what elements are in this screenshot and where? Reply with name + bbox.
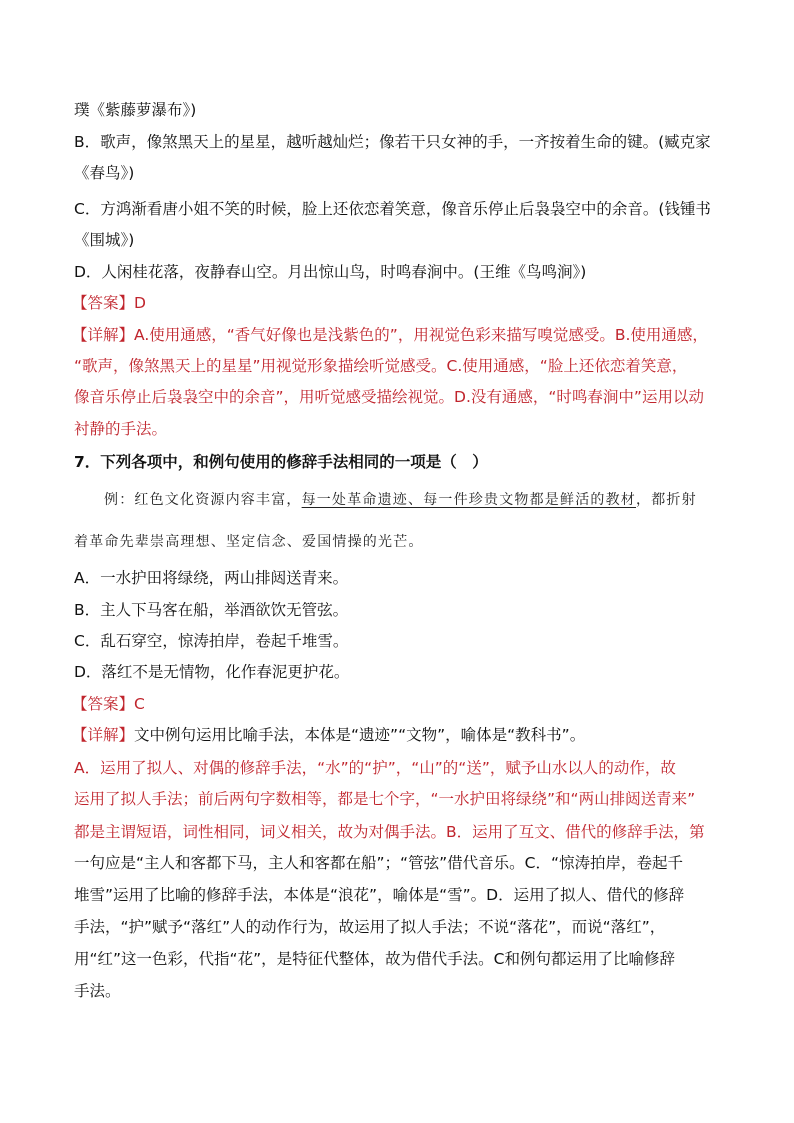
q6-detail-line3: 像音乐停止后袅袅空中的余音”，用听觉感受描绘视觉。D.没有通感，“时鸣春涧中”运用以动: [74, 388, 704, 406]
q7-option-a: A．一水护田将绿绕，两山排闼送青来。: [74, 569, 349, 587]
q7-detail-line4: 一句应是“主人和客都下马，主人和客都在船”；“管弦”借代音乐。C．“惊涛拍岸，卷起千: [74, 854, 683, 872]
q7-detail-line5: 堆雪”运用了比喻的修辞手法，本体是“浪花”，喻体是“雪”。D．运用了拟人、借代的修辞: [74, 886, 685, 904]
q7-example-line2: 着革命先辈崇高理想、坚定信念、爱国情操的光芒。: [74, 534, 424, 550]
q6-option-b-line2: 《春鸟》): [74, 164, 135, 182]
q7-detail-line0: [72, 725, 732, 745]
q6-detail-line1: [72, 325, 732, 345]
q7-detail-line1: A．运用了拟人、对偶的修辞手法，“水”的“护”，“山”的“送”，赋予山水以人的动作，故: [74, 759, 676, 777]
q6-detail-line4: 衬静的手法。: [74, 420, 168, 438]
detail-tag: 【详解】: [72, 726, 135, 744]
detail-text: 文中例句运用比喻手法，本体是“遗迹”“文物”，喻体是“教科书”。: [134, 726, 586, 744]
q6-option-c-line2: 《围城》): [74, 231, 135, 249]
q6-option-b-line1: B．歌声，像煞黑天上的星星，越听越灿烂；像若干只女神的手，一齐按着生命的键。(臧克家: [74, 133, 711, 151]
q6-answer: [72, 293, 732, 313]
q6-option-d: D．人闲桂花落，夜静春山空。月出惊山鸟，时鸣春涧中。(王维《鸟鸣涧》): [74, 263, 587, 281]
answer-tag: 【答案】: [72, 294, 135, 312]
detail-text: A.使用通感，“香气好像也是浅紫色的”，用视觉色彩来描写嗅觉感受。B.使用通感，: [134, 326, 708, 344]
q7-option-c: C．乱石穿空，惊涛拍岸，卷起千堆雪。: [74, 632, 349, 650]
example-underlined: 每一处革命遗迹、每一件珍贵文物都是鲜活的教材: [301, 492, 637, 508]
answer-value: C: [134, 695, 145, 713]
q6-source-line: 璞《紫藤萝瀑布》): [74, 101, 197, 119]
example-suffix: ，都折射: [636, 492, 697, 508]
q7-detail-line3: 都是主谓短语，词性相同，词义相关，故为对偶手法。B．运用了互文、借代的修辞手法，第: [74, 823, 705, 841]
q7-answer: [72, 694, 732, 714]
q7-example-line1: [104, 490, 744, 510]
q7-detail-line2: 运用了拟人手法；前后两句字数相等，都是七个字，“一水护田将绿绕”和“两山排闼送青来”: [74, 790, 696, 808]
q7-detail-line6: 手法，“护”赋予“落红”人的动作行为，故运用了拟人手法；不说“落花”，而说“落红”，: [74, 918, 666, 936]
q7-option-d: D．落红不是无情物，化作春泥更护花。: [74, 663, 350, 681]
q6-detail-line2: “歌声，像煞黑天上的星星”用视觉形象描绘听觉感受。C.使用通感，“脸上还依恋着笑意，: [74, 357, 688, 375]
q7-stem: 7．下列各项中，和例句使用的修辞手法相同的一项是（ ）: [74, 453, 488, 471]
q7-detail-line8: 手法。: [74, 982, 121, 1000]
detail-tag: 【详解】: [72, 326, 135, 344]
answer-tag: 【答案】: [72, 695, 135, 713]
answer-value: D: [134, 294, 146, 312]
q6-option-c-line1: C．方鸿渐看唐小姐不笑的时候，脸上还依恋着笑意，像音乐停止后袅袅空中的余音。(钱锺书: [74, 200, 711, 218]
example-prefix: 例：红色文化资源内容丰富，: [104, 492, 302, 508]
q7-option-b: B．主人下马客在船，举酒欲饮无管弦。: [74, 601, 349, 619]
q7-detail-line7: 用“红”这一色彩，代指“花”，是特征代整体，故为借代手法。C和例句都运用了比喻修辞: [74, 950, 675, 968]
